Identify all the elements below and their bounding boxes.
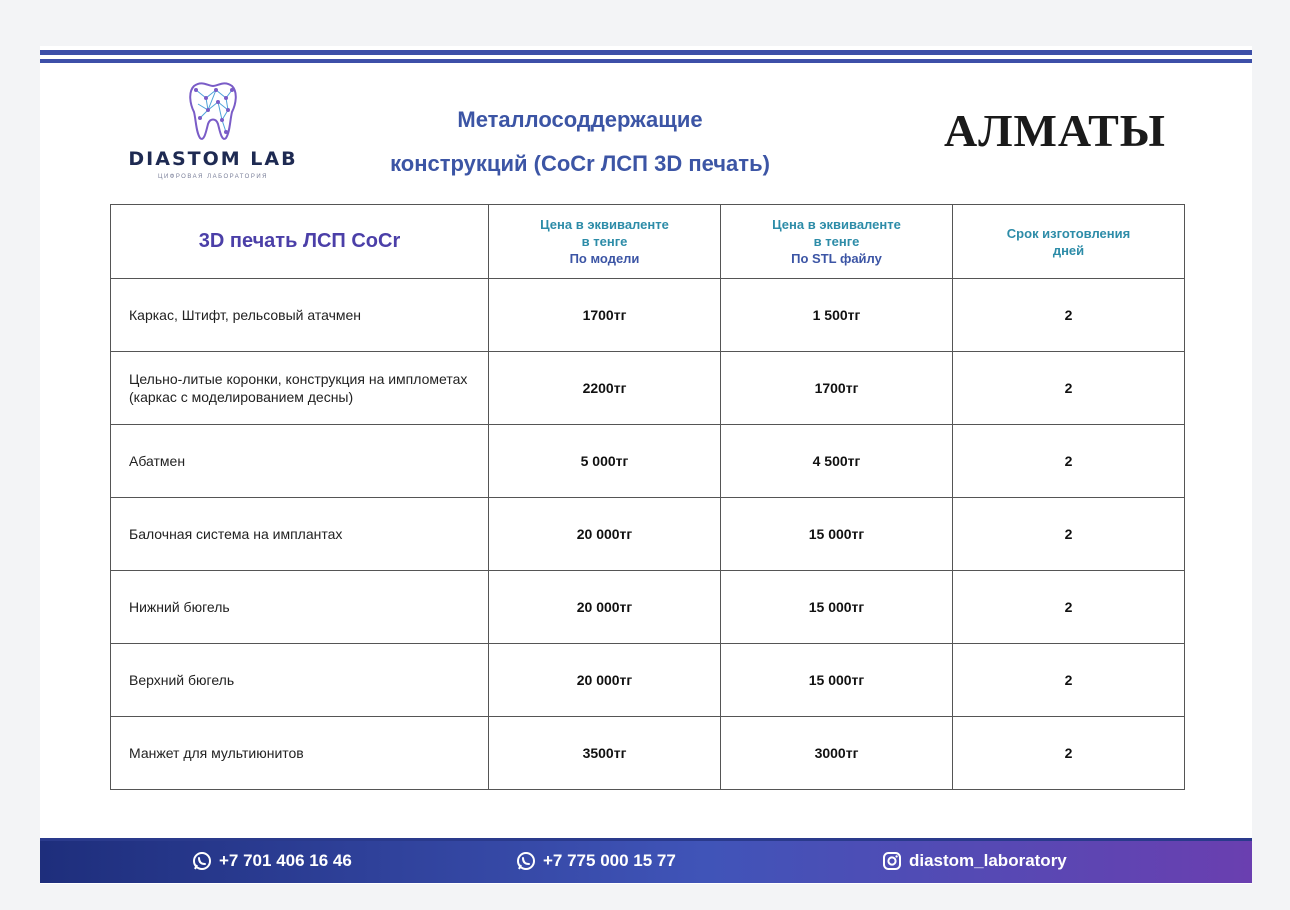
instagram-handle: diastom_laboratory (909, 851, 1067, 870)
table-row (111, 644, 1185, 717)
price-model: 5 000тг (489, 425, 721, 498)
tooth-icon (186, 80, 240, 142)
price-stl: 4 500тг (721, 425, 953, 498)
column-header-days: Срок изготовления дней (953, 205, 1185, 279)
lead-time-days: 2 (953, 279, 1185, 352)
service-name: Цельно-литые коронки, конструкция на имплометах (каркас с моделированием десны) (111, 352, 489, 425)
title-line-1: Металлосоддержащие (457, 107, 703, 132)
brand-tagline: ЦИФРОВАЯ ЛАБОРАТОРИЯ (158, 174, 268, 180)
price-model: 20 000тг (489, 644, 721, 717)
lead-time-days: 2 (953, 644, 1185, 717)
table-row (111, 425, 1185, 498)
lead-time-days: 2 (953, 571, 1185, 644)
price-table (110, 204, 1185, 790)
phone-link-2[interactable] (516, 851, 676, 871)
lead-time-days: 2 (953, 352, 1185, 425)
price-stl: 3000тг (721, 717, 953, 790)
price-stl: 15 000тг (721, 498, 953, 571)
service-name: Абатмен (111, 425, 489, 498)
price-model: 20 000тг (489, 571, 721, 644)
service-name: Манжет для мультиюнитов (111, 717, 489, 790)
phone-2: +7 775 000 15 77 (543, 851, 676, 870)
whatsapp-icon (192, 851, 212, 871)
table-row (111, 717, 1185, 790)
contact-footer (40, 838, 1252, 883)
table-row (111, 498, 1185, 571)
column-header-service: 3D печать ЛСП CoCr (111, 205, 489, 279)
column-header-model-price: Цена в эквиваленте в тенге По модели (489, 205, 721, 279)
phone-1: +7 701 406 16 46 (219, 851, 352, 870)
price-model: 1700тг (489, 279, 721, 352)
table-row (111, 571, 1185, 644)
service-name: Каркас, Штифт, рельсовый атачмен (111, 279, 489, 352)
price-stl: 1 500тг (721, 279, 953, 352)
whatsapp-icon (516, 851, 536, 871)
table-header-row (111, 205, 1185, 279)
brand-logo (128, 80, 298, 190)
price-model: 2200тг (489, 352, 721, 425)
price-stl: 1700тг (721, 352, 953, 425)
column-header-stl-price: Цена в эквиваленте в тенге По STL файлу (721, 205, 953, 279)
instagram-icon (882, 851, 902, 871)
lead-time-days: 2 (953, 425, 1185, 498)
instagram-link[interactable] (882, 851, 1067, 871)
table-row (111, 352, 1185, 425)
service-name: Верхний бюгель (111, 644, 489, 717)
lead-time-days: 2 (953, 498, 1185, 571)
service-name: Балочная система на имплантах (111, 498, 489, 571)
price-stl: 15 000тг (721, 644, 953, 717)
page-title (340, 98, 820, 186)
price-sheet (40, 46, 1252, 884)
price-stl: 15 000тг (721, 571, 953, 644)
lead-time-days: 2 (953, 717, 1185, 790)
phone-link-1[interactable] (192, 851, 352, 871)
top-border (40, 50, 1252, 63)
table-row (111, 279, 1185, 352)
price-model: 3500тг (489, 717, 721, 790)
service-name: Нижний бюгель (111, 571, 489, 644)
title-line-2: конструкций (CoCr ЛСП 3D печать) (390, 151, 770, 176)
price-model: 20 000тг (489, 498, 721, 571)
city-label: АЛМАТЫ (944, 105, 1166, 156)
brand-name: DIASTOM LAB (128, 148, 298, 170)
